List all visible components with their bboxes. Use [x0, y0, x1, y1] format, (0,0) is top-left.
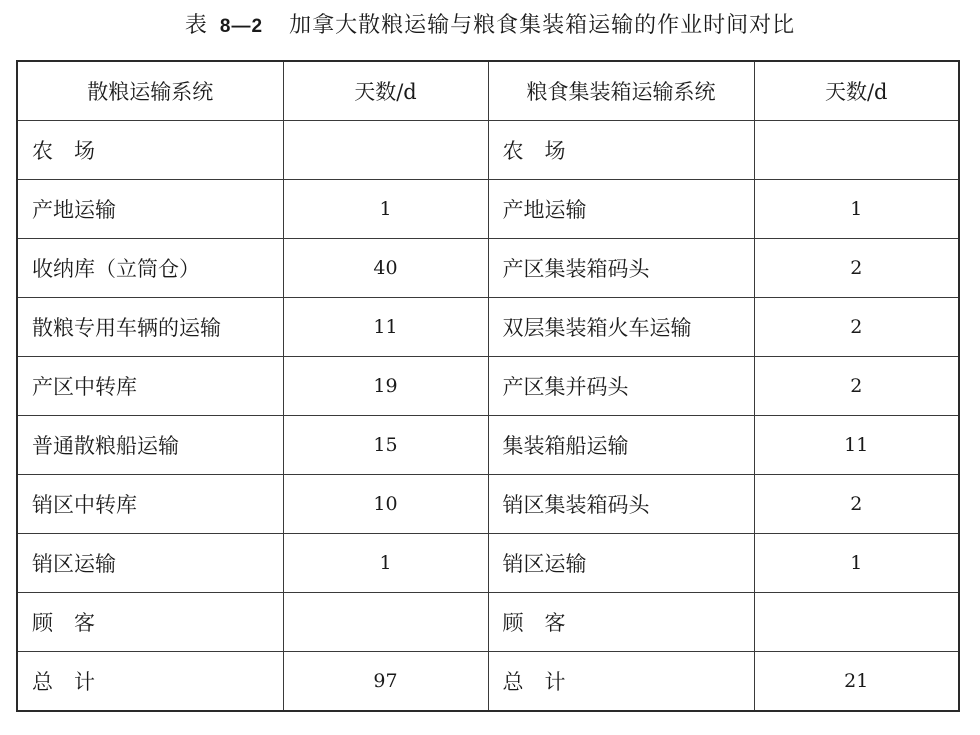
header-container-days: 天数/d [754, 61, 959, 121]
bulk-step-cell: 收纳库（立筒仓） [17, 239, 283, 298]
container-days-cell: 11 [754, 416, 959, 475]
table-row [17, 475, 959, 534]
container-total-label: 总 计 [488, 652, 754, 712]
header-bulk-days: 天数/d [283, 61, 488, 121]
bulk-days-cell [283, 593, 488, 652]
header-row [17, 61, 959, 121]
bulk-days-cell: 15 [283, 416, 488, 475]
container-days-cell: 2 [754, 357, 959, 416]
comparison-table [16, 60, 960, 712]
bulk-days-cell [283, 121, 488, 180]
bulk-step-cell: 普通散粮船运输 [17, 416, 283, 475]
container-days-cell [754, 593, 959, 652]
table-row [17, 416, 959, 475]
container-step-cell: 产区集装箱码头 [488, 239, 754, 298]
header-container-system: 粮食集装箱运输系统 [488, 61, 754, 121]
caption-title: 加拿大散粮运输与粮食集装箱运输的作业时间对比 [289, 13, 796, 38]
container-days-cell: 2 [754, 298, 959, 357]
container-step-cell: 销区集装箱码头 [488, 475, 754, 534]
container-step-cell: 顾 客 [488, 593, 754, 652]
table-row [17, 180, 959, 239]
header-bulk-system: 散粮运输系统 [17, 61, 283, 121]
container-days-cell: 2 [754, 239, 959, 298]
table-row [17, 357, 959, 416]
container-step-cell: 双层集装箱火车运输 [488, 298, 754, 357]
bulk-step-cell: 散粮专用车辆的运输 [17, 298, 283, 357]
container-step-cell: 销区运输 [488, 534, 754, 593]
container-step-cell: 农 场 [488, 121, 754, 180]
table-row [17, 239, 959, 298]
bulk-days-cell: 11 [283, 298, 488, 357]
container-step-cell: 集装箱船运输 [488, 416, 754, 475]
table-row [17, 121, 959, 180]
bulk-step-cell: 产区中转库 [17, 357, 283, 416]
container-days-cell: 1 [754, 180, 959, 239]
bulk-step-cell: 农 场 [17, 121, 283, 180]
container-days-cell: 1 [754, 534, 959, 593]
bulk-step-cell: 顾 客 [17, 593, 283, 652]
caption-number: 8—2 [219, 16, 264, 37]
bulk-days-cell: 1 [283, 534, 488, 593]
container-step-cell: 产区集并码头 [488, 357, 754, 416]
caption-prefix: 表 [184, 13, 208, 38]
table-caption [0, 8, 980, 39]
container-days-cell [754, 121, 959, 180]
bulk-step-cell: 产地运输 [17, 180, 283, 239]
total-row [17, 652, 959, 712]
bulk-total-label: 总 计 [17, 652, 283, 712]
bulk-step-cell: 销区中转库 [17, 475, 283, 534]
bulk-days-cell: 40 [283, 239, 488, 298]
bulk-days-cell: 1 [283, 180, 488, 239]
table-row [17, 298, 959, 357]
bulk-total-days: 97 [283, 652, 488, 712]
container-total-days: 21 [754, 652, 959, 712]
table-row [17, 593, 959, 652]
table-row [17, 534, 959, 593]
bulk-step-cell: 销区运输 [17, 534, 283, 593]
container-step-cell: 产地运输 [488, 180, 754, 239]
container-days-cell: 2 [754, 475, 959, 534]
bulk-days-cell: 10 [283, 475, 488, 534]
bulk-days-cell: 19 [283, 357, 488, 416]
